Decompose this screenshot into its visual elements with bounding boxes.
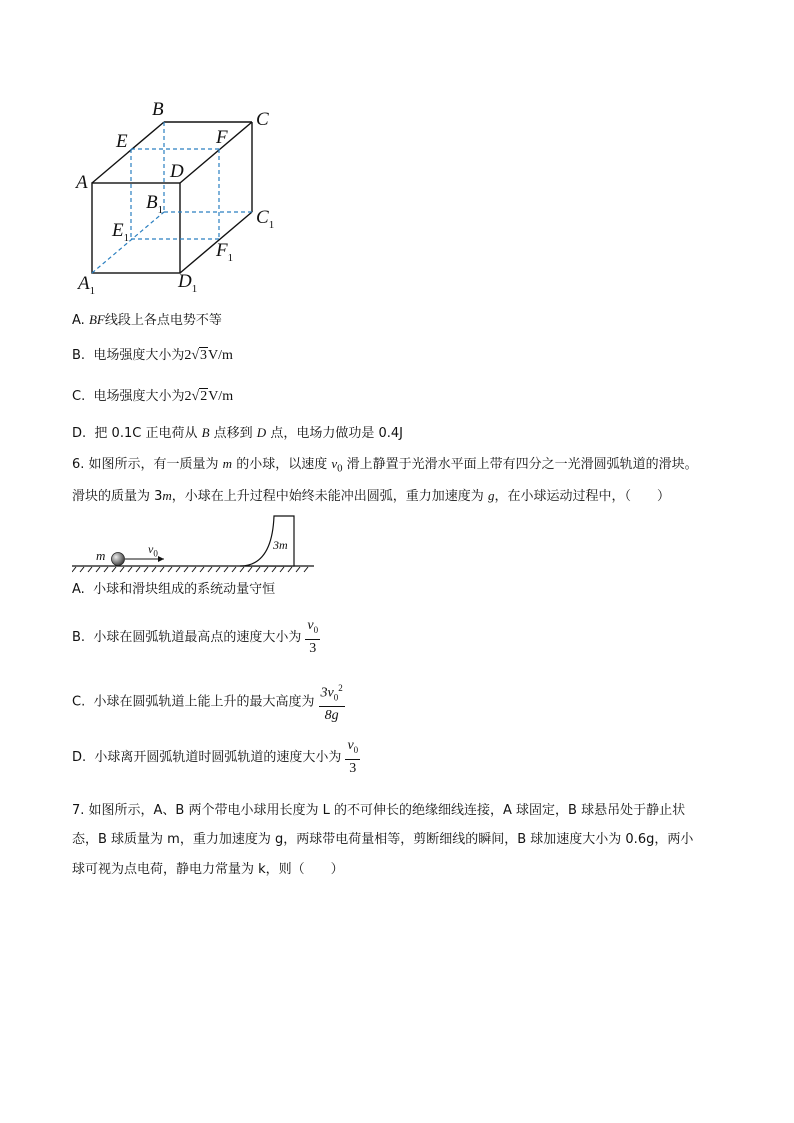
q5-option-b: B. 电场强度大小为2√3V/m xyxy=(72,348,233,363)
label-D1: $D_1$ xyxy=(178,271,198,295)
label-C: C xyxy=(256,109,269,130)
q6-option-b: B. 小球在圆弧轨道最高点的速度大小为 $\frac{v_0}{3}$ xyxy=(72,618,319,656)
q6-option-c: C. 小球在圆弧轨道上能上升的最大高度为 $\frac{3v_0^2}{8g}$ xyxy=(72,680,345,724)
label-F1: $F_1$ xyxy=(216,240,234,264)
cube-figure xyxy=(70,95,290,305)
label-E: E xyxy=(116,131,128,152)
q6-stem-line1: 6. 如图所示，有一质量为 m 的小球，以速度 $v_0$ 滑上静置于光滑水平面上带有四分之一光滑圆弧轨道的滑块。 xyxy=(72,456,698,475)
ball xyxy=(112,553,125,566)
fraction-v0-over-3: $\frac{v_0}{3}$ xyxy=(307,618,319,656)
ball-mass-label: m xyxy=(96,548,106,563)
q7-line2: 态，B 球质量为 m，重力加速度为 g，两球带电荷量相等，剪断细线的瞬间，B 球加速度大小为 0.6g，两小 xyxy=(72,832,694,847)
label-D: D xyxy=(170,161,184,182)
q5-option-d: D. 把 0.1C 正电荷从 B 点移到 D 点，电场力做功是 0.4J xyxy=(72,425,403,441)
label-B: B xyxy=(152,99,164,120)
fraction-max-height: $\frac{3v_0^2}{8g}$ xyxy=(319,680,345,724)
q6-stem-line2: 滑块的质量为 3m，小球在上升过程中始终未能冲出圆弧，重力加速度为 g，在小球运动过程中，（ ） xyxy=(72,488,670,504)
q7-line1: 7. 如图所示，A、B 两个带电小球用长度为 L 的不可伸长的绝缘细线连接，A 球固定，B 球悬吊处于静止状 xyxy=(72,803,686,818)
front-face xyxy=(92,183,180,273)
q7-line3: 球可视为点电荷，静电力常量为 k，则（ ） xyxy=(72,862,344,877)
velocity-label: $v_0$ xyxy=(148,542,158,559)
q5-option-c: C. 电场强度大小为2√2V/m xyxy=(72,389,234,404)
edge-AB xyxy=(92,122,164,183)
q5-option-a: A. BF线段上各点电势不等 xyxy=(72,312,222,328)
q6-figure xyxy=(72,510,322,575)
fraction-v0-over-3-d: $\frac{v_0}{3}$ xyxy=(347,738,359,776)
label-A: A xyxy=(76,172,88,193)
block-mass-label: 3m xyxy=(273,538,288,552)
label-A1: $A_1$ xyxy=(78,273,96,297)
label-B1: $B_1$ xyxy=(146,192,164,216)
q6-option-a: A. 小球和滑块组成的系统动量守恒 xyxy=(72,582,276,597)
label-C1: $C_1$ xyxy=(256,207,275,231)
q6-option-d: D. 小球离开圆弧轨道时圆弧轨道的速度大小为 $\frac{v_0}{3}$ xyxy=(72,738,359,776)
ground-hatching xyxy=(72,567,308,572)
label-E1: $E_1$ xyxy=(112,220,130,244)
arrow-head xyxy=(158,556,164,562)
label-F: F xyxy=(216,127,228,148)
